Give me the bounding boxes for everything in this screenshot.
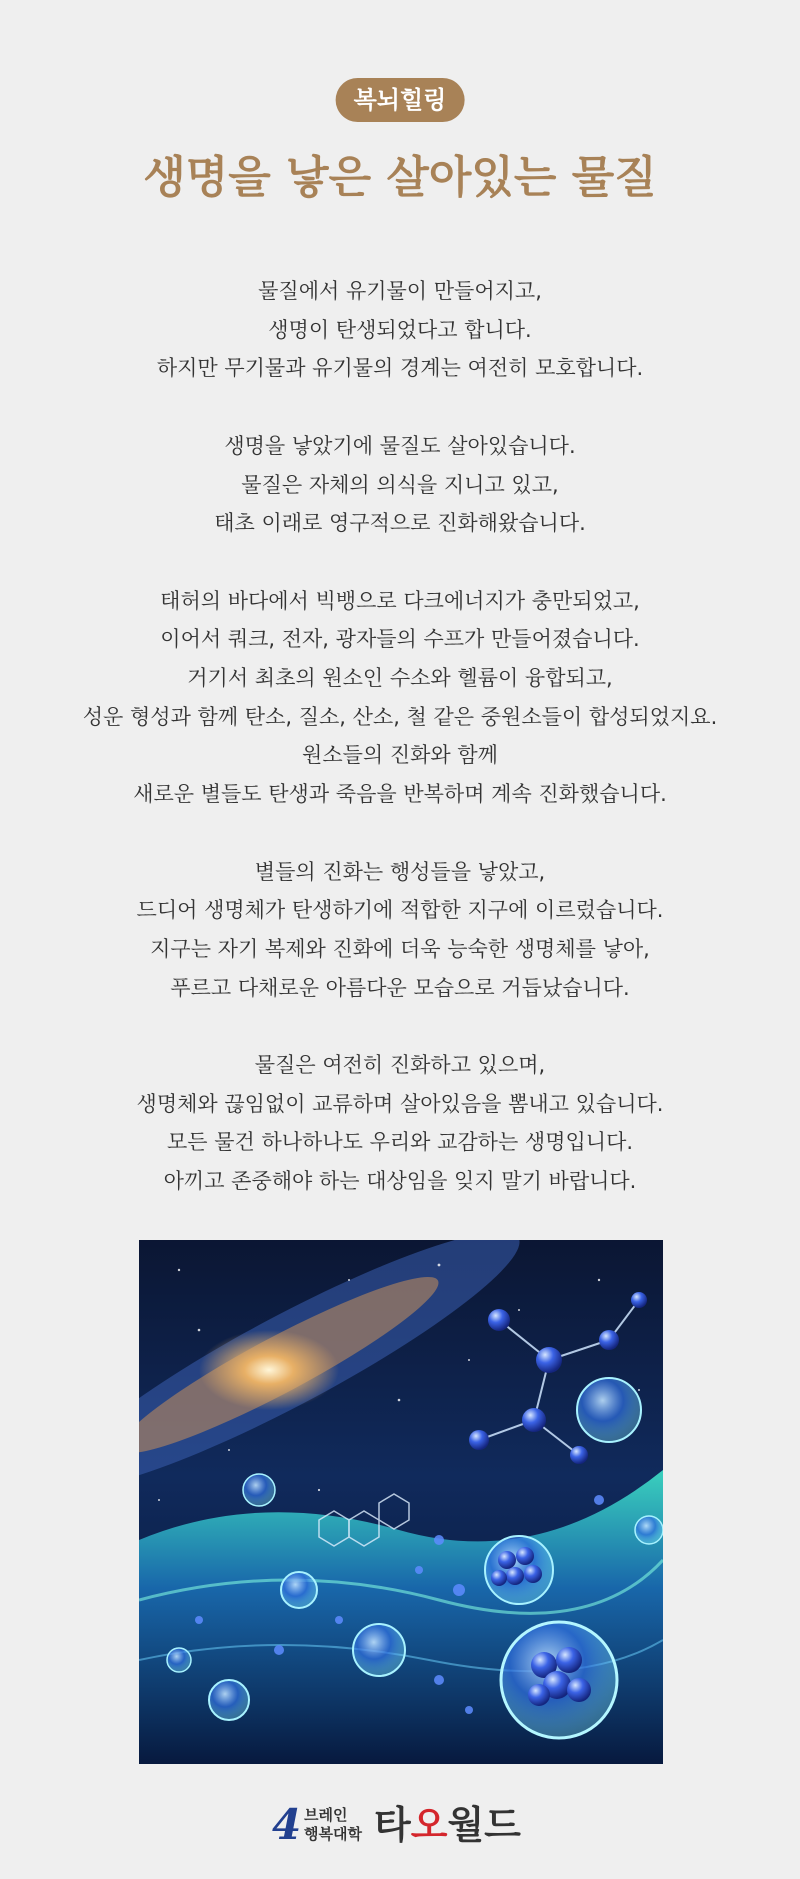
text-line: 아끼고 존중해야 하는 대상임을 잊지 말기 바랍니다. bbox=[163, 1169, 637, 1194]
logo-subtitle bbox=[304, 1806, 362, 1844]
paragraph bbox=[0, 582, 800, 814]
page-title: 생명을 낳은 살아있는 물질 bbox=[143, 152, 657, 203]
logo-brand bbox=[374, 1802, 521, 1848]
paragraph bbox=[0, 853, 800, 1008]
logo-brand-part-o: 오 bbox=[410, 1803, 448, 1847]
text-line: 하지만 무기물과 유기물의 경계는 여전히 모호합니다. bbox=[156, 356, 644, 381]
text-line: 지구는 자기 복제와 진화에 더욱 능숙한 생명체를 낳아, bbox=[150, 936, 650, 961]
logo-brand-part-a: 타 bbox=[374, 1803, 411, 1847]
text-line: 물질은 여전히 진화하고 있으며, bbox=[254, 1053, 546, 1077]
text-line: 성운 형성과 함께 탄소, 질소, 산소, 철 같은 중원소들이 합성되었지요. bbox=[82, 704, 718, 729]
text-line: 태초 이래로 영구적으로 진화해왔습니다. bbox=[214, 511, 586, 536]
text-line: 푸르고 다채로운 아름다운 모습으로 거듭났습니다. bbox=[170, 975, 630, 1000]
text-line: 별들의 진화는 행성들을 낳았고, bbox=[254, 859, 546, 884]
text-line: 생명이 탄생되었다고 합니다. bbox=[268, 317, 532, 342]
text-line: 이어서 쿼크, 전자, 광자들의 수프가 만들어졌습니다. bbox=[160, 627, 640, 652]
text-line: 생명을 낳았기에 물질도 살아있습니다. bbox=[224, 433, 576, 458]
category-badge: 복뇌힐링 bbox=[336, 78, 465, 122]
logo-brand-part-b: 월드 bbox=[447, 1803, 521, 1847]
text-line: 거기서 최초의 원소인 수소와 헬륨이 융합되고, bbox=[187, 666, 613, 690]
article-body bbox=[0, 272, 800, 1201]
text-line: 물질은 자체의 의식을 지니고 있고, bbox=[241, 472, 559, 497]
text-line: 생명체와 끊임없이 교류하며 살아있음을 뽐내고 있습니다. bbox=[136, 1091, 664, 1116]
paragraph bbox=[0, 1046, 800, 1201]
logo-line-1: 브레인 bbox=[304, 1806, 348, 1824]
text-line: 새로운 별들도 탄생과 죽음을 반복하며 계속 진화했습니다. bbox=[133, 782, 667, 807]
logo-line-2: 행복대학 bbox=[304, 1825, 362, 1843]
paragraph bbox=[0, 427, 800, 543]
paragraph bbox=[0, 272, 800, 388]
text-line: 태허의 바다에서 빅뱅으로 다크에너지가 충만되었고, bbox=[160, 588, 640, 613]
text-line: 물질에서 유기물이 만들어지고, bbox=[258, 279, 542, 303]
text-line: 드디어 생명체가 탄생하기에 적합한 지구에 이르렀습니다. bbox=[136, 898, 664, 923]
cosmic-illustration bbox=[139, 1240, 663, 1764]
logo-number: 4 bbox=[272, 1800, 302, 1849]
brand-footer bbox=[0, 1800, 800, 1850]
text-line: 모든 물건 하나하나도 우리와 교감하는 생명입니다. bbox=[166, 1130, 634, 1155]
text-line: 원소들의 진화와 함께 bbox=[302, 743, 498, 768]
